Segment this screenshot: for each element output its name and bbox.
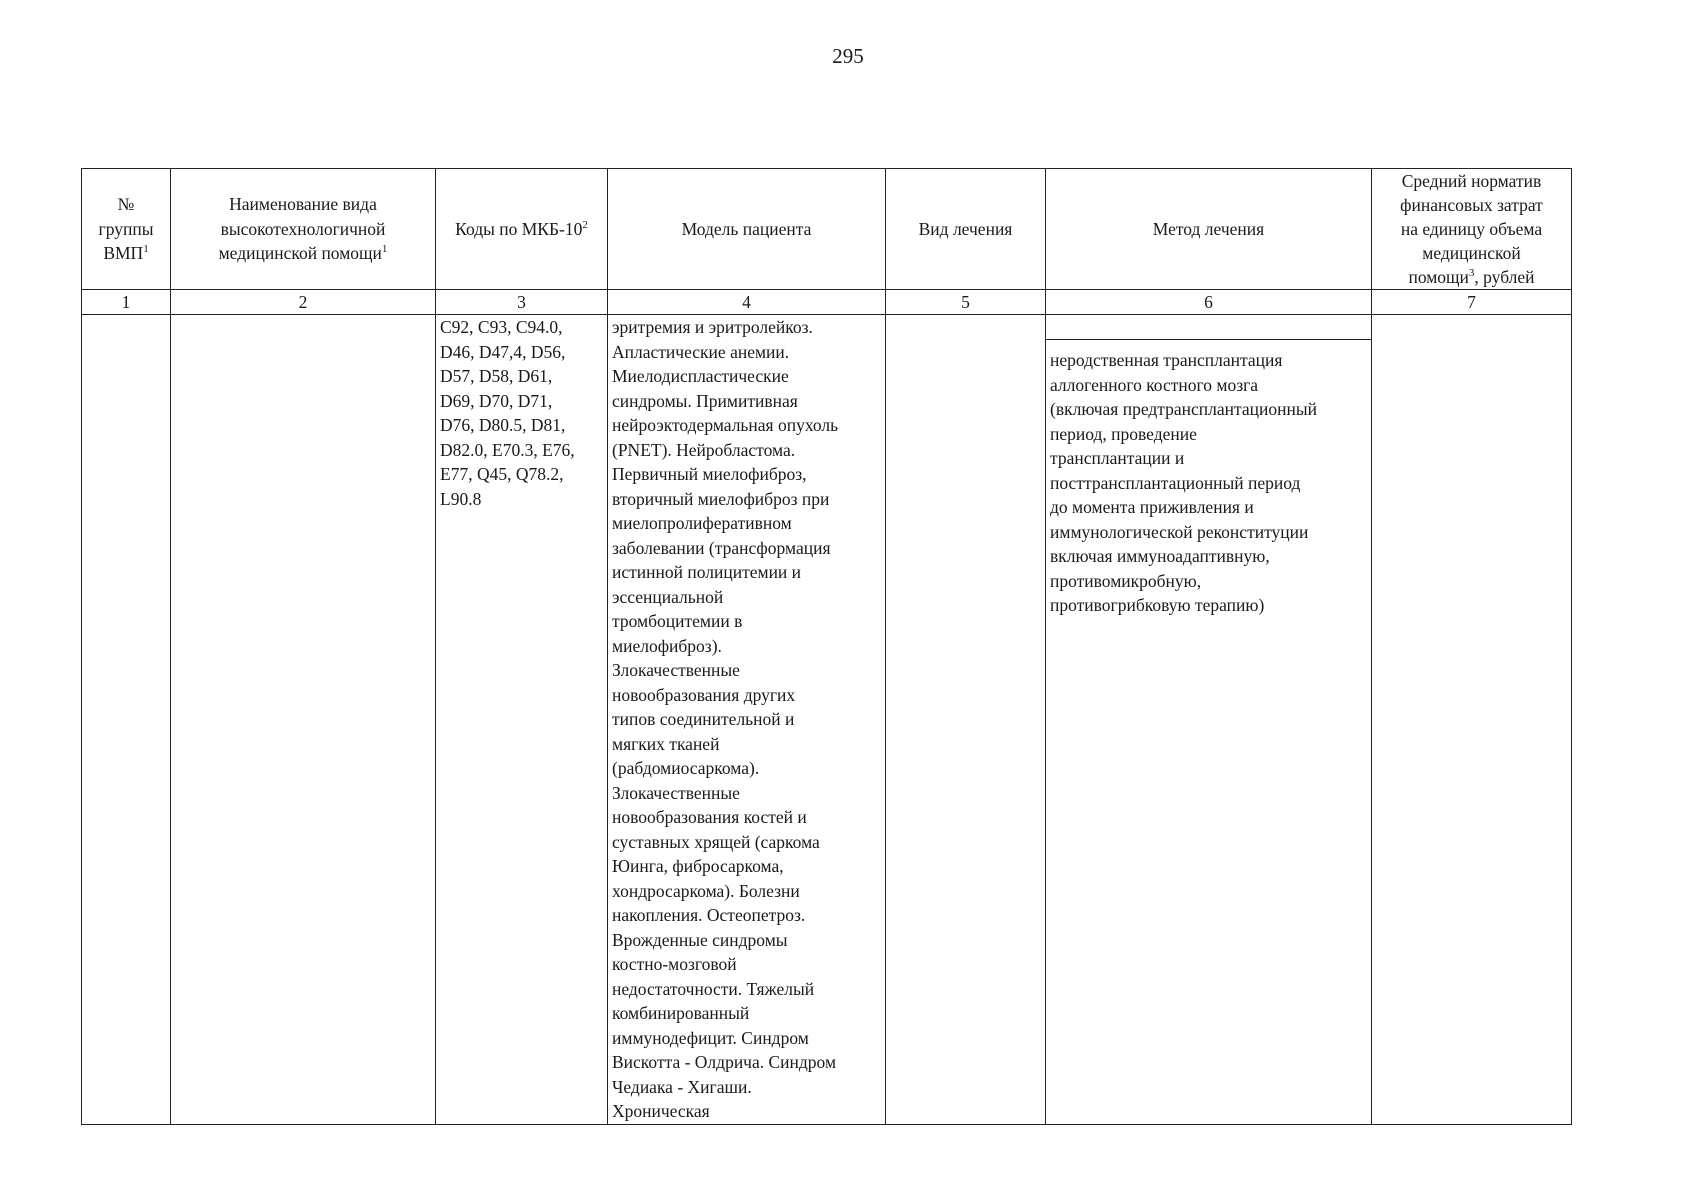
column-number-row <box>82 290 1572 315</box>
cell-name <box>171 315 436 1125</box>
column-number: 7 <box>1372 290 1572 315</box>
cell-patient-model: эритремия и эритролейкоз. Апластические анемии. Миелодиспластические синдромы. Примитивная нейроэктодермальная опухоль (PNET). Нейробластома. Первичный миелофиброз, вторичный миелофиброз при миелопролиферативном заболевании (трансформация истинной полицитемии и эссенциальной тромбоцитемии в миелофиброз). Злокачественные новообразования других типов соединительной и мягких тканей (рабдомиосаркома). Злокачественные новообразования костей и суставных хрящей (саркома Юинга, фибросаркома, хондросаркома). Болезни накопления. Остеопетроз. Врожденные синдромы костно-мозговой недостаточности. Тяжелый комбинированный иммунодефицит. Синдром Вискотта - Олдрича. Синдром Чедиака - Хигаши. Хроническая <box>608 315 886 1125</box>
page-number: 295 <box>832 44 864 68</box>
column-number: 4 <box>608 290 886 315</box>
vmp-table <box>81 168 1572 1125</box>
column-number: 2 <box>171 290 436 315</box>
column-number: 1 <box>82 290 171 315</box>
cell-icd-codes: C92, C93, C94.0, D46, D47,4, D56, D57, D58, D61, D69, D70, D71, D76, D80.5, D81, D82.0, E70.3, E76, E77, Q45, Q78.2, L90.8 <box>436 315 608 1125</box>
header-group-no: № группы ВМП$^1$ <box>82 169 171 290</box>
header-row <box>82 169 1572 290</box>
header-icd-codes: Коды по МКБ-$10^2$ <box>436 169 608 290</box>
column-number: 6 <box>1046 290 1372 315</box>
column-number: 3 <box>436 290 608 315</box>
cell-group-no <box>82 315 171 1125</box>
column-number: 5 <box>886 290 1046 315</box>
header-patient-model: Модель пациента <box>608 169 886 290</box>
cell-cost <box>1372 315 1572 1125</box>
header-name: Наименование вида высокотехнологичной медицинской помощи$^1$ <box>171 169 436 290</box>
table-row <box>82 315 1572 1125</box>
header-treatment-method: Метод лечения <box>1046 169 1372 290</box>
cell-treatment-method <box>1046 315 1372 1125</box>
header-treatment-type: Вид лечения <box>886 169 1046 290</box>
method-divider <box>1046 315 1371 340</box>
method-text: неродственная трансплантация аллогенного костного мозга (включая предтрансплантационный период, проведение трансплантации и посттрансплантационный период до момента приживления и иммунологической реконституции включая иммуноадаптивную, противомикробную, противогрибковую терапию) <box>1050 350 1317 615</box>
cell-treatment-type <box>886 315 1046 1125</box>
header-cost: Средний норматив финансовых затрат на единицу объема медицинской помощи$^3$, рублей <box>1372 169 1572 290</box>
